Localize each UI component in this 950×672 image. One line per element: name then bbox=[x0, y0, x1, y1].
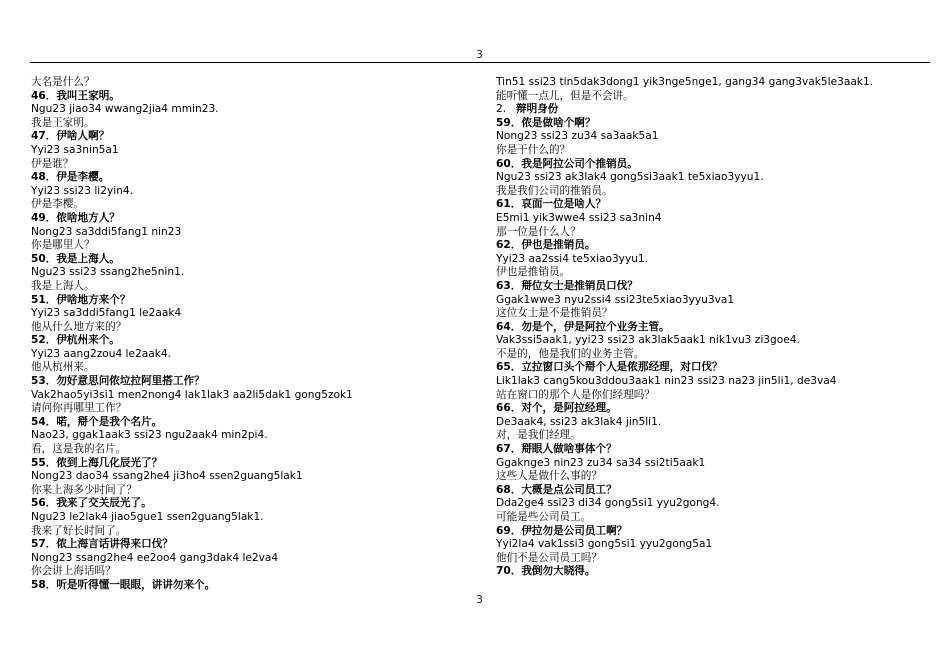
section-number: 2. bbox=[496, 103, 507, 116]
pinyin-line: Tin51 ssi23 tin5dak3dong1 yik3nge5nge1, gang34 gang3vak5le3aak1. bbox=[496, 76, 874, 88]
pinyin-line: Yyi23 aa2ssi4 te5xiao3yyu1. bbox=[496, 252, 649, 265]
translation-line: 我是我们公司的推销员。 bbox=[496, 184, 613, 197]
translation-line: 你来上海多少时间了？ bbox=[31, 483, 137, 496]
translation-line: 伊是谁？ bbox=[31, 157, 74, 170]
pinyin-line: De3aak4, ssi23 ak3lak4 jin5li1. bbox=[496, 415, 662, 428]
question-line: 46．我叫王家明。 bbox=[31, 89, 120, 102]
page-number-bottom: 3 bbox=[476, 593, 483, 606]
translation-line: 这位女士是不是推销员？ bbox=[496, 307, 613, 320]
translation-line: 不是的，他是我们的业务主管。 bbox=[496, 347, 645, 360]
pinyin-line: Nong23 dao34 ssang2he4 ji3ho4 ssen2guang5lak1 bbox=[31, 470, 303, 483]
translation-line: 伊是李樱。 bbox=[31, 198, 84, 211]
question-line: 61．哀面一位是啥人？ bbox=[496, 198, 607, 211]
translation-line: 他们不是公司员工吗？ bbox=[496, 551, 602, 564]
pinyin-line: Vak2hao5yi3si1 men2nong4 lak1lak3 aa2li5dak1 gong5zok1 bbox=[31, 388, 353, 401]
pinyin-line: Vak3ssi5aak1, yyi23 ssi23 ak3lak5aak1 nik1vu3 zi3goe4. bbox=[496, 334, 800, 347]
question-line: 57．侬上海言话讲得来口伐？ bbox=[31, 538, 173, 551]
pinyin-line: Nong23 ssi23 zu34 sa3aak5a1 bbox=[496, 130, 659, 143]
question-line: 66．对个，是阿拉经理。 bbox=[496, 402, 617, 415]
question-line: 53．勿好意思问侬垃拉阿里搭工作？ bbox=[31, 375, 205, 388]
question-line: 54．喏，搿个是我个名片。 bbox=[31, 415, 163, 428]
translation-line: 他从什么地方来的？ bbox=[31, 320, 127, 333]
pinyin-line: Yyi23 sa3ddi5fang1 le2aak4 bbox=[31, 307, 182, 320]
pinyin-line: Ggaknge3 nin23 zu34 sa34 ssi2ti5aak1 bbox=[496, 456, 706, 469]
translation-line: 看，这是我的名片。 bbox=[31, 443, 127, 456]
translation-line: 可能是些公司员工。 bbox=[496, 511, 592, 523]
section-heading bbox=[496, 103, 916, 117]
pinyin-line: Yyi2la4 vak1ssi3 gong5si1 yyu2gong5a1 bbox=[496, 538, 713, 551]
question-line: 56．我来了交关辰光了。 bbox=[31, 497, 152, 510]
section-title: 辩明身份 bbox=[516, 103, 559, 116]
translation-line: 伊也是推销员。 bbox=[496, 266, 571, 279]
translation-line: 我是上海人。 bbox=[31, 279, 95, 292]
question-line: 58．听是听得懂一眼眼，讲讲勿来个。 bbox=[31, 578, 216, 591]
translation-line: 我来了好长时间了。 bbox=[31, 524, 127, 537]
question-line: 59．侬是做啥个啊？ bbox=[496, 116, 596, 129]
translation-line: 能听懂一点儿，但是不会讲。 bbox=[496, 89, 634, 102]
question-line: 62．伊也是推销员。 bbox=[496, 239, 596, 252]
translation-line: 你是哪里人？ bbox=[31, 239, 95, 252]
pinyin-line: Yyi23 aang2zou4 le2aak4. bbox=[31, 347, 171, 360]
pinyin-line: Nong23 sa3ddi5fang1 nin23 bbox=[31, 225, 182, 238]
question-line: 65．立拉窗口头个搿个人是侬那经理，对口伐？ bbox=[496, 361, 723, 374]
pinyin-line: Ngu23 ssi23 ssang2he5nin1. bbox=[31, 266, 185, 279]
pinyin-line: Yyi23 ssi23 li2yin4. bbox=[31, 184, 134, 197]
question-line: 47．伊啥人啊？ bbox=[31, 130, 110, 143]
pinyin-line: Nao23, ggak1aak3 ssi23 ngu2aak4 min2pi4. bbox=[31, 429, 268, 442]
translation-line: 站在窗口的那个人是你们经理吗？ bbox=[496, 388, 655, 401]
right-column bbox=[496, 76, 916, 579]
question-line: 69．伊拉勿是公司员工啊？ bbox=[496, 524, 628, 537]
translation-line: 那一位是什么人？ bbox=[496, 225, 581, 238]
pinyin-line: Nong23 ssang2he4 ee2oo4 gang3dak4 le2va4 bbox=[31, 551, 279, 564]
question-line: 48．伊是李樱。 bbox=[31, 171, 110, 184]
question-line: 68．大概是点公司员工？ bbox=[496, 483, 617, 496]
page-number-top: 3 bbox=[476, 48, 483, 61]
translation-line: 请问你再哪里工作？ bbox=[31, 402, 127, 415]
translation-line: 他从杭州来。 bbox=[31, 361, 95, 374]
question-line: 52．伊杭州来个。 bbox=[31, 334, 120, 347]
question-line: 67．搿眼人做啥事体个？ bbox=[496, 443, 617, 456]
question-line: 60．我是阿拉公司个推销员。 bbox=[496, 157, 638, 170]
translation-line: 大名是什么？ bbox=[31, 76, 95, 88]
pinyin-line: Lik1lak3 cang5kou3ddou3aak1 nin23 ssi23 na23 jin5li1, de3va4 bbox=[496, 375, 837, 388]
pinyin-line: Ggak1wwe3 nyu2ssi4 ssi23te5xiao3yyu3va1 bbox=[496, 293, 735, 306]
question-line: 64．勿是个，伊是阿拉个业务主管。 bbox=[496, 320, 670, 333]
question-line: 51．伊啥地方来个？ bbox=[31, 293, 131, 306]
question-line: 49．侬啥地方人？ bbox=[31, 211, 120, 224]
left-column bbox=[31, 76, 451, 593]
translation-line: 这些人是做什么事的？ bbox=[496, 470, 602, 483]
translation-line: 你是干什么的？ bbox=[496, 143, 571, 156]
question-line: 70．我倒勿大晓得。 bbox=[496, 565, 596, 578]
pinyin-line: Ngu23 ssi23 ak3lak4 gong5si3aak1 te5xiao3yyu1. bbox=[496, 171, 764, 184]
pinyin-line: Yyi23 sa3nin5a1 bbox=[31, 143, 119, 156]
question-line: 50．我是上海人。 bbox=[31, 252, 120, 265]
question-line: 63．搿位女士是推销员口伐？ bbox=[496, 279, 638, 292]
translation-line: 对，是我们经理。 bbox=[496, 429, 581, 442]
translation-line: 我是王家明。 bbox=[31, 116, 95, 129]
header-rule bbox=[30, 62, 930, 63]
pinyin-line: Dda2ge4 ssi23 di34 gong5si1 yyu2gong4. bbox=[496, 497, 720, 510]
question-line: 55．侬到上海几化辰光了？ bbox=[31, 456, 163, 469]
pinyin-line: Ngu23 le2lak4 jiao5gue1 ssen2guang5lak1. bbox=[31, 511, 264, 523]
pinyin-line: E5mi1 yik3wwe4 ssi23 sa3nin4 bbox=[496, 211, 662, 224]
translation-line: 你会讲上海话吗？ bbox=[31, 565, 116, 578]
pinyin-line: Ngu23 jiao34 wwang2jia4 mmin23. bbox=[31, 103, 219, 116]
